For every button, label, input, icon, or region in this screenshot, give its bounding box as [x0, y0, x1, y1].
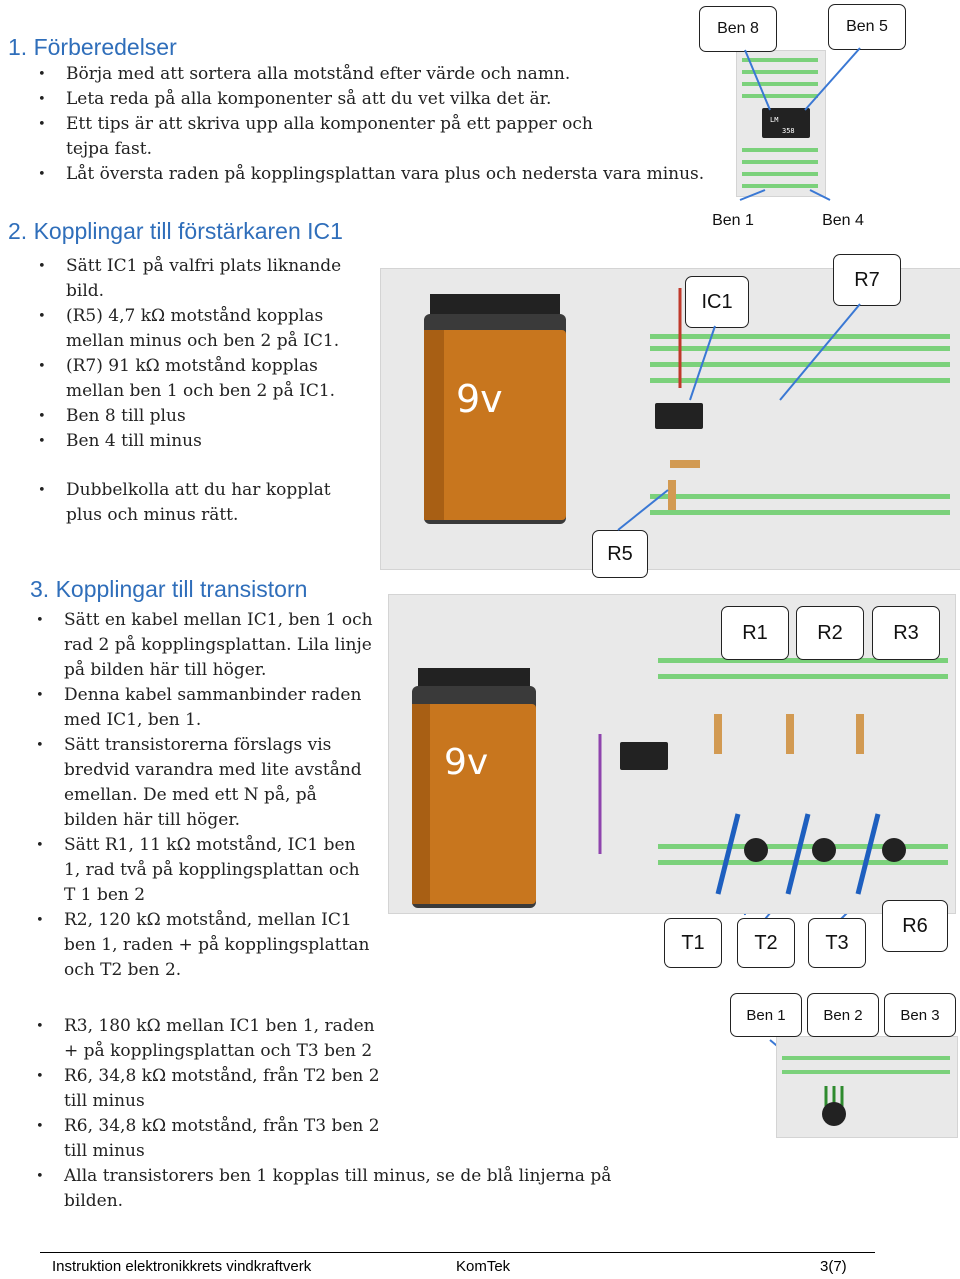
list-item: • (R7) 91 kΩ motstånd kopplas mellan ben 1 och ben 2 på IC1.: [32, 354, 352, 404]
label-ben8: Ben 8: [699, 6, 777, 52]
footer-divider: [40, 1252, 875, 1253]
label-ic1: IC1: [685, 276, 749, 328]
list-item: • Sätt en kabel mellan IC1, ben 1 och rad 2 på kopplingsplattan. Lila linje på bilden här till höger.: [30, 608, 375, 683]
section-1-heading: 1. Förberedelser: [8, 34, 177, 60]
label-t1: T1: [664, 918, 722, 968]
battery-9v-image-2: [410, 664, 540, 912]
list-item: • Sätt R1, 11 kΩ motstånd, IC1 ben 1, rad två på kopplingsplattan och T 1 ben 2: [30, 833, 375, 908]
transistor-pinout-drawing: [776, 1036, 956, 1136]
list-item: • (R5) 4,7 kΩ motstånd kopplas mellan minus och ben 2 på IC1.: [32, 304, 352, 354]
list-item: • Ett tips är att skriva upp alla komponenter på ett papper och tejpa fast.: [32, 112, 626, 162]
list-item: • Låt översta raden på kopplingsplattan vara plus och nedersta vara minus.: [32, 162, 712, 187]
battery-label: 9v: [456, 377, 503, 421]
list-item: • Alla transistorers ben 1 kopplas till minus, se de blå linjerna på bilden.: [30, 1164, 624, 1214]
label-transistor-ben1: Ben 1: [730, 993, 802, 1037]
footer-title: Instruktion elektronikkrets vindkraftverk: [52, 1258, 312, 1275]
label-r1: R1: [721, 606, 789, 660]
list-item: • Sätt IC1 på valfri plats liknande bild.: [32, 254, 352, 304]
label-transistor-ben2: Ben 2: [807, 993, 879, 1037]
footer-org: KomTek: [456, 1258, 511, 1275]
list-item: • Ben 8 till plus: [32, 404, 352, 429]
list-item: • R2, 120 kΩ motstånd, mellan IC1 ben 1, raden + på kopplingsplattan och T2 ben 2.: [30, 908, 375, 983]
label-ben5: Ben 5: [828, 4, 906, 50]
section-3-list-continued: [30, 1014, 630, 1214]
list-item: • Börja med att sortera alla motstånd efter värde och namn.: [32, 62, 712, 87]
svg-text:358: 358: [782, 127, 795, 135]
section-2-heading: 2. Kopplingar till förstärkaren IC1: [8, 218, 343, 244]
label-r6: R6: [882, 900, 948, 952]
list-item: • Denna kabel sammanbinder raden med IC1, ben 1.: [30, 683, 375, 733]
label-r3: R3: [872, 606, 940, 660]
list-item: • Leta reda på alla komponenter så att du vet vilka det är.: [32, 87, 712, 112]
list-item: • R6, 34,8 kΩ motstånd, från T3 ben 2 till minus: [30, 1114, 384, 1164]
label-r7: R7: [833, 254, 901, 306]
footer-page-number: 3(7): [820, 1258, 847, 1275]
list-item: • Ben 4 till minus: [32, 429, 352, 454]
label-transistor-ben3: Ben 3: [884, 993, 956, 1037]
label-r5: R5: [592, 530, 648, 578]
label-t2: T2: [737, 918, 795, 968]
list-item: • Dubbelkolla att du har kopplat plus och minus rätt.: [32, 478, 366, 528]
section-3-list: [30, 608, 375, 983]
list-item: • Sätt transistorerna förslags vis bredvid varandra med lite avstånd emellan. De med ett N på, på bilden här till höger.: [30, 733, 375, 833]
label-ben4: Ben 4: [808, 199, 878, 243]
section-3-heading: 3. Kopplingar till transistorn: [30, 576, 308, 602]
list-item: • R3, 180 kΩ mellan IC1 ben 1, raden + på kopplingsplattan och T3 ben 2: [30, 1014, 384, 1064]
chip-label: LM: [770, 116, 779, 124]
label-r2: R2: [796, 606, 864, 660]
battery-label-2: 9v: [444, 742, 489, 783]
label-ben1: Ben 1: [698, 199, 768, 243]
label-t3: T3: [808, 918, 866, 968]
list-item: • R6, 34,8 kΩ motstånd, från T2 ben 2 till minus: [30, 1064, 384, 1114]
